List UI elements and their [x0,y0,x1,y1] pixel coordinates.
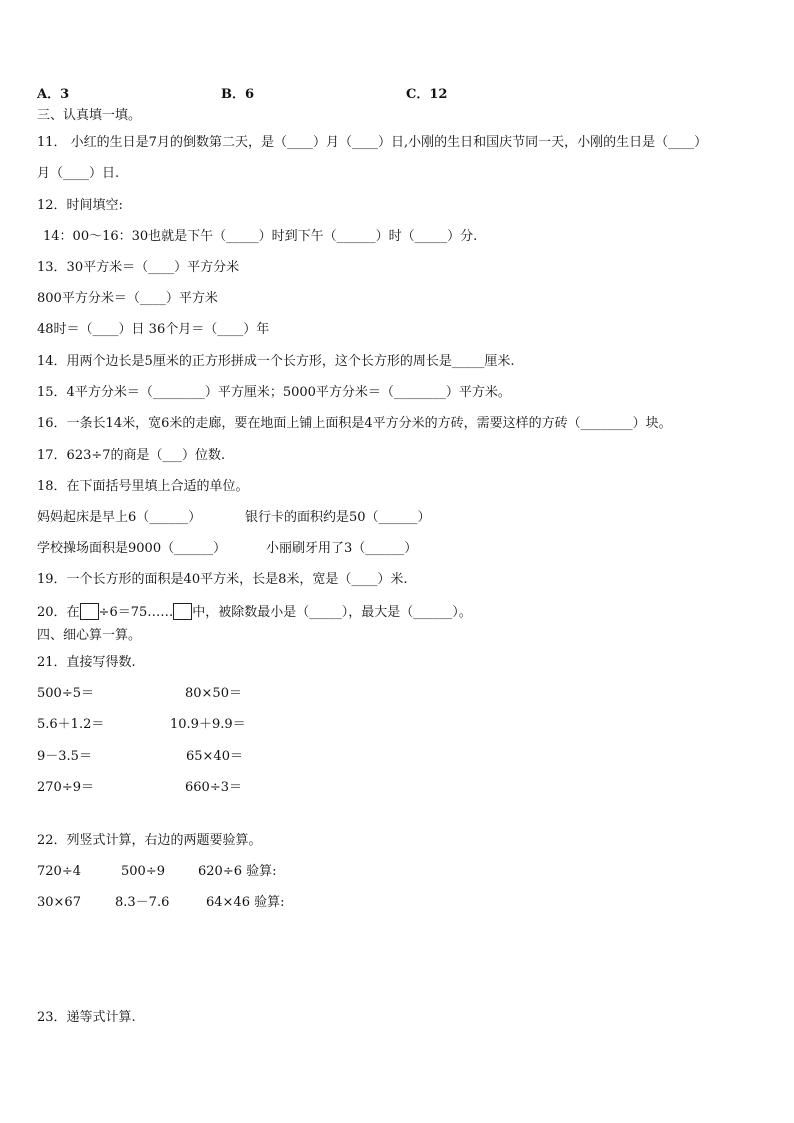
question-21-item-6: 65×40＝ [186,749,243,764]
question-21-item-8: 660÷3＝ [185,780,242,795]
question-11-line-2: 月（____）日. [37,166,120,181]
question-18-title: 18．在下面括号里填上合适的单位。 [37,479,249,494]
option-b: B．6 [221,87,255,102]
question-20-middle: ÷6＝75…… [98,605,174,620]
question-20-prefix: 20．在 [37,605,80,620]
question-15: 15．4平方分米＝（________）平方厘米；5000平方分米＝（________）平方米。 [37,385,511,400]
question-22-item-4: 30×67 [37,895,81,910]
question-14: 14．用两个边长是5厘米的正方形拼成一个长方形，这个长方形的周长是_____厘米. [37,354,515,369]
question-18-item-b: 银行卡的面积约是50（______） [245,510,431,525]
question-21-item-2: 80×50＝ [185,686,242,701]
question-12-title: 12．时间填空: [37,198,123,213]
question-20 [37,603,472,622]
question-13-line-3: 48时＝（____）日 36个月＝（____）年 [37,322,270,337]
question-21-item-4: 10.9＋9.9＝ [170,717,246,732]
option-a: A．3 [37,87,70,102]
question-22-item-5: 8.3－7.6 [115,895,170,910]
question-22-item-2: 500÷9 [121,864,165,879]
question-12-line: 14：00～16：30也就是下午（_____）时到下午（______）时（_____）分. [43,229,478,244]
option-c: C．12 [406,87,448,102]
question-13-line-1: 13．30平方米＝（____）平方分米 [37,260,240,275]
question-11-line-1: 11． 小红的生日是7月的倒数第二天，是（____）月（____）日,小刚的生日和国庆节同一天，小刚的生日是（____） [37,135,708,150]
question-21-item-7: 270÷9＝ [37,780,94,795]
section-3-heading: 三、认真填一填。 [37,108,142,123]
question-21-title: 21．直接写得数. [37,655,136,670]
question-18-item-a: 妈妈起床是早上6（______） [37,510,202,525]
question-22-item-3: 620÷6 验算: [198,864,277,879]
question-22-item-1: 720÷4 [37,864,81,879]
question-18-item-c: 学校操场面积是9000（______） [37,541,227,556]
question-13-line-2: 800平方分米＝（____）平方米 [37,291,218,306]
question-19: 19．一个长方形的面积是40平方米，长是8米，宽是（____）米. [37,572,408,587]
question-17: 17．623÷7的商是（___）位数. [37,448,226,463]
question-21-item-3: 5.6＋1.2＝ [37,717,105,732]
section-4-heading: 四、细心算一算。 [37,628,142,643]
question-22-item-6: 64×46 验算: [206,895,285,910]
question-20-suffix: 中，被除数最小是（_____），最大是（______）。 [192,605,472,620]
dividend-blank-box[interactable] [80,603,99,620]
question-23: 23．递等式计算. [37,1010,136,1025]
question-16: 16．一条长14米，宽6米的走廊，要在地面上铺上面积是4平方分米的方砖，需要这样的方砖（________）块。 [37,416,672,431]
question-21-item-1: 500÷5＝ [37,686,94,701]
remainder-blank-box[interactable] [173,603,192,620]
question-22-title: 22．列竖式计算，右边的两题要验算。 [37,833,262,848]
question-18-item-d: 小丽刷牙用了3（______） [266,541,418,556]
question-21-item-5: 9－3.5＝ [37,749,92,764]
